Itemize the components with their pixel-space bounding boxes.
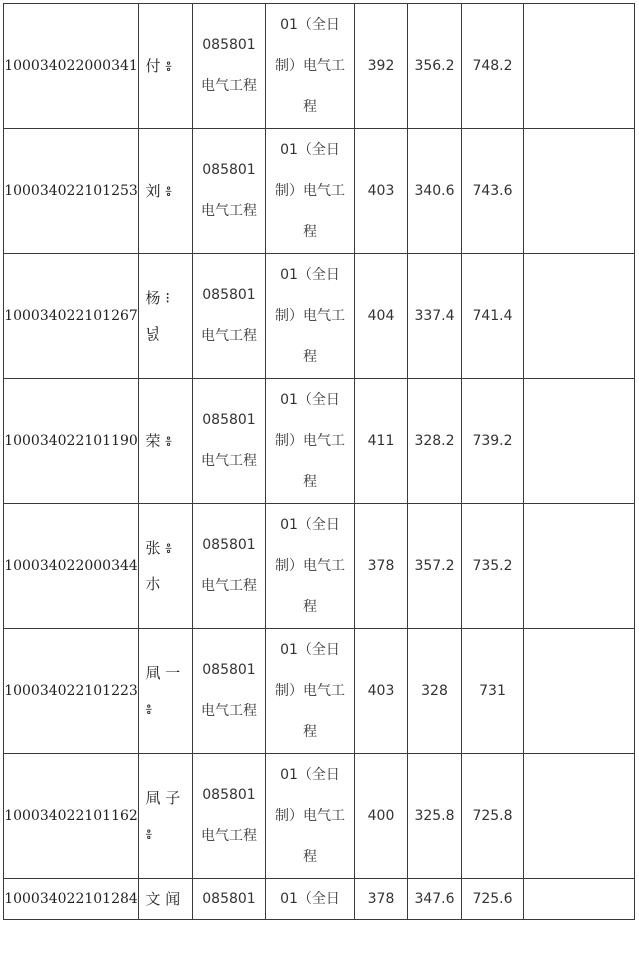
table-row: [4, 754, 635, 879]
study-mode-cell: [266, 4, 355, 129]
initial-score-cell: [355, 254, 408, 379]
candidate-name-cell: [139, 379, 193, 504]
remark-cell: [524, 754, 635, 879]
initial-score: 403: [367, 683, 395, 699]
major-name: 电气工程: [201, 578, 257, 594]
study-mode-line2: 制）电气工: [275, 432, 345, 449]
table-row: [4, 629, 635, 754]
study-mode-line3: 程: [303, 348, 317, 365]
major-name: 电气工程: [201, 203, 257, 219]
table-row: [4, 254, 635, 379]
study-mode-cell: [266, 879, 355, 920]
study-mode-cell: [266, 379, 355, 504]
retest-score: 337.4: [414, 308, 455, 324]
total-score: 739.2: [472, 433, 513, 449]
initial-score-cell: [355, 879, 408, 920]
table-row: [4, 4, 635, 129]
candidate-id-cell: [4, 629, 139, 754]
study-mode-line1: 01（全日: [280, 141, 340, 158]
retest-score-cell: [408, 629, 462, 754]
retest-score-cell: [408, 129, 462, 254]
retest-score: 347.6: [414, 891, 455, 907]
initial-score-cell: [355, 629, 408, 754]
candidate-name-cell: [139, 504, 193, 629]
study-mode-line1: 01（全日: [280, 641, 340, 658]
study-mode-line3: 程: [303, 848, 317, 865]
initial-score-cell: [355, 754, 408, 879]
major-code: 085801: [202, 662, 256, 678]
candidate-id: 100034022101223: [4, 683, 138, 699]
initial-score: 378: [367, 891, 395, 907]
retest-score-cell: [408, 379, 462, 504]
total-score: 748.2: [472, 58, 513, 74]
study-mode-line3: 程: [303, 723, 317, 740]
study-mode-line2: 制）电气工: [275, 557, 345, 574]
retest-score: 328: [421, 683, 448, 699]
study-mode-line2: 制）电气工: [275, 807, 345, 824]
candidate-id-cell: [4, 4, 139, 129]
major-code: 085801: [202, 891, 256, 907]
candidate-name-cell: [139, 129, 193, 254]
candidate-name-line1: 张 ៖: [145, 539, 172, 557]
retest-score: 328.2: [414, 433, 455, 449]
major-cell: [193, 504, 266, 629]
total-score-cell: [462, 754, 524, 879]
candidate-id-cell: [4, 379, 139, 504]
retest-score-cell: [408, 4, 462, 129]
candidate-name-line2: 朩: [145, 575, 161, 593]
total-score-cell: [462, 629, 524, 754]
total-score: 743.6: [472, 183, 513, 199]
total-score: 731: [479, 683, 506, 699]
candidate-name-line1: 杨 ⁝: [145, 289, 171, 307]
major-code: 085801: [202, 287, 256, 303]
study-mode-line1: 01（全日: [280, 516, 340, 533]
candidate-name-cell: [139, 629, 193, 754]
candidate-name-line2: ៖: [145, 700, 153, 718]
candidate-id: 100034022000341: [4, 58, 138, 74]
initial-score: 411: [367, 433, 395, 449]
study-mode-line2: 制）电气工: [275, 682, 345, 699]
candidate-name-line1: 付 ៖: [145, 57, 172, 75]
candidate-id: 100034022000344: [4, 558, 138, 574]
initial-score: 403: [367, 183, 395, 199]
remark-cell: [524, 879, 635, 920]
study-mode-cell: [266, 504, 355, 629]
candidate-name-cell: [139, 4, 193, 129]
study-mode-line2: 制）电气工: [275, 307, 345, 324]
major-cell: [193, 379, 266, 504]
total-score: 725.6: [472, 891, 513, 907]
initial-score-cell: [355, 4, 408, 129]
admission-score-table: [3, 3, 635, 920]
major-code: 085801: [202, 537, 256, 553]
retest-score: 357.2: [414, 558, 455, 574]
initial-score: 378: [367, 558, 395, 574]
remark-cell: [524, 629, 635, 754]
study-mode-line3: 程: [303, 598, 317, 615]
total-score-cell: [462, 4, 524, 129]
study-mode-line1: 01（全日: [280, 391, 340, 408]
total-score: 735.2: [472, 558, 513, 574]
candidate-id-cell: [4, 879, 139, 920]
major-cell: [193, 754, 266, 879]
candidate-id: 100034022101190: [4, 433, 138, 449]
total-score-cell: [462, 504, 524, 629]
study-mode-line3: 程: [303, 223, 317, 240]
initial-score-cell: [355, 129, 408, 254]
major-code: 085801: [202, 37, 256, 53]
total-score: 725.8: [472, 808, 513, 824]
candidate-name-line1: 凬 ⼀: [145, 664, 181, 682]
total-score-cell: [462, 254, 524, 379]
retest-score: 325.8: [414, 808, 455, 824]
study-mode-line2: 制）电气工: [275, 182, 345, 199]
candidate-name-line1: 文 闻: [145, 890, 181, 908]
candidate-id-cell: [4, 129, 139, 254]
candidate-id: 100034022101253: [4, 183, 138, 199]
candidate-id: 100034022101162: [4, 808, 138, 824]
candidate-id: 100034022101284: [4, 891, 138, 907]
major-cell: [193, 629, 266, 754]
study-mode-line1: 01（全日: [280, 891, 340, 907]
major-cell: [193, 129, 266, 254]
major-name: 电气工程: [201, 828, 257, 844]
candidate-id: 100034022101267: [4, 308, 138, 324]
initial-score: 392: [367, 58, 395, 74]
study-mode-line1: 01（全日: [280, 766, 340, 783]
study-mode-cell: [266, 629, 355, 754]
candidate-name-line1: 凬 子: [145, 789, 181, 807]
total-score: 741.4: [472, 308, 513, 324]
retest-score: 340.6: [414, 183, 455, 199]
table-body: [4, 4, 635, 920]
table-row: [4, 379, 635, 504]
candidate-name-line1: 刘 ៖: [145, 182, 172, 200]
major-cell: [193, 4, 266, 129]
candidate-name-line1: 荣 ៖: [145, 432, 172, 450]
retest-score-cell: [408, 754, 462, 879]
total-score-cell: [462, 879, 524, 920]
candidate-name-cell: [139, 754, 193, 879]
candidate-id-cell: [4, 504, 139, 629]
remark-cell: [524, 4, 635, 129]
table-row: [4, 879, 635, 920]
major-name: 电气工程: [201, 703, 257, 719]
total-score-cell: [462, 379, 524, 504]
candidate-name-line2: 넔: [145, 325, 160, 343]
study-mode-cell: [266, 129, 355, 254]
total-score-cell: [462, 129, 524, 254]
initial-score: 404: [367, 308, 395, 324]
study-mode-line3: 程: [303, 98, 317, 115]
table-row: [4, 129, 635, 254]
initial-score: 400: [367, 808, 395, 824]
remark-cell: [524, 129, 635, 254]
candidate-id-cell: [4, 254, 139, 379]
retest-score-cell: [408, 504, 462, 629]
candidate-id-cell: [4, 754, 139, 879]
major-name: 电气工程: [201, 453, 257, 469]
major-name: 电气工程: [201, 328, 257, 344]
major-name: 电气工程: [201, 78, 257, 94]
major-code: 085801: [202, 787, 256, 803]
study-mode-cell: [266, 254, 355, 379]
study-mode-cell: [266, 754, 355, 879]
candidate-name-cell: [139, 879, 193, 920]
major-code: 085801: [202, 162, 256, 178]
initial-score-cell: [355, 504, 408, 629]
table-row: [4, 504, 635, 629]
initial-score-cell: [355, 379, 408, 504]
candidate-name-cell: [139, 254, 193, 379]
study-mode-line3: 程: [303, 473, 317, 490]
major-cell: [193, 879, 266, 920]
study-mode-line1: 01（全日: [280, 266, 340, 283]
remark-cell: [524, 504, 635, 629]
major-code: 085801: [202, 412, 256, 428]
candidate-name-line2: ៖: [145, 825, 153, 843]
remark-cell: [524, 254, 635, 379]
retest-score-cell: [408, 254, 462, 379]
retest-score: 356.2: [414, 58, 455, 74]
retest-score-cell: [408, 879, 462, 920]
major-cell: [193, 254, 266, 379]
study-mode-line1: 01（全日: [280, 16, 340, 33]
study-mode-line2: 制）电气工: [275, 57, 345, 74]
remark-cell: [524, 379, 635, 504]
